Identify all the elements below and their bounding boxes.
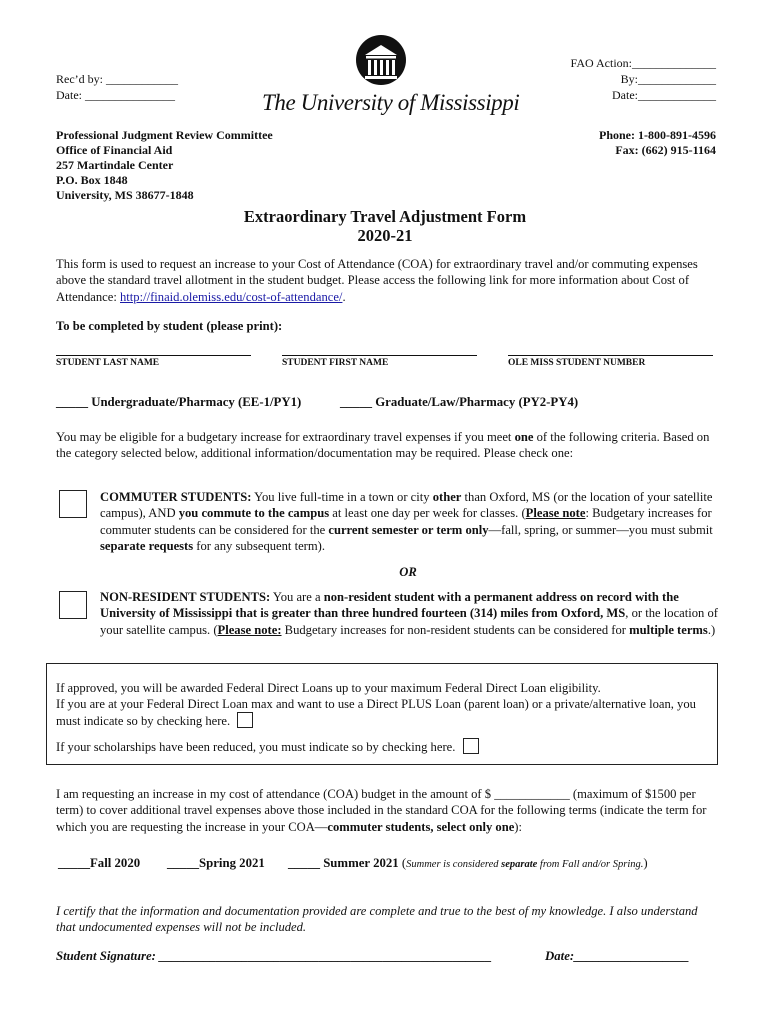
fao-date: Date:_____________ [612, 88, 716, 102]
coa-link[interactable]: http://finaid.olemiss.edu/cost-of-attendance/ [120, 289, 343, 304]
commuter-checkbox[interactable] [59, 490, 87, 518]
address-box: P.O. Box 1848 [56, 173, 128, 187]
term-summer[interactable]: _____ Summer 2021 (Summer is considered separate from Fall and/or Spring.) [288, 856, 648, 870]
or-divider: OR [399, 565, 417, 579]
received-by: Rec’d by: ____________ [56, 72, 178, 86]
student-section-heading: To be completed by student (please print): [56, 319, 283, 333]
form-year: 2020-21 [357, 226, 413, 245]
nonresident-checkbox[interactable] [59, 591, 87, 619]
grad-option[interactable]: _____ Graduate/Law/Pharmacy (PY2-PY4) [340, 395, 579, 409]
student-number-label: OLE MISS STUDENT NUMBER [508, 358, 646, 368]
loans-line-3: If your scholarships have been reduced, you must indicate so by checking here. [56, 738, 711, 755]
nonresident-paragraph: NON-RESIDENT STUDENTS: You are a non-resident student with a permanent address on record with the University of Mississippi that is greater than three hundred fourteen (314) miles from Oxford, MS, or the location of your satellite campus. (Please note: Budgetary increases for non-resident students can be considered for multiple terms.) [100, 590, 718, 637]
last-name-label: STUDENT LAST NAME [56, 358, 160, 368]
form-title: Extraordinary Travel Adjustment Form [243, 207, 527, 226]
undergrad-option[interactable]: _____ Undergraduate/Pharmacy (EE-1/PY1) [56, 395, 302, 409]
commuter-paragraph: COMMUTER STUDENTS: You live full-time in a town or city other than Oxford, MS (or the location of your satellite campus), AND you commute to the campus at least one day per week for classes. (Please note: Budgetary increases for commuter students can be considered for the current semester or term only—fall, spring, or summer—you must submit separate requests for any subsequent term). [100, 490, 713, 553]
address-office: Office of Financial Aid [56, 143, 173, 157]
loans-line-1: If approved, you will be awarded Federal Direct Loans up to your maximum Federal Direct Loan eligibility. [56, 681, 601, 695]
signature-line[interactable]: Student Signature: ____________________________________________________ [56, 949, 492, 963]
university-name: The University of Mississippi [262, 90, 520, 115]
scholarship-checkbox[interactable] [463, 738, 479, 754]
first-name-line[interactable] [282, 355, 477, 356]
fax: Fax: (662) 915-1164 [615, 143, 716, 157]
signature-date[interactable]: Date:__________________ [545, 949, 690, 963]
term-fall[interactable]: _____Fall 2020 [58, 856, 141, 870]
phone: Phone: 1-800-891-4596 [599, 128, 716, 142]
request-paragraph: I am requesting an increase in my cost of attendance (COA) budget in the amount of $ ____________ (maximum of $1500 per term) to cover additional travel expenses above those included in the standard COA for the following terms (indicate the term for which you are requesting the increase in your COA—commuter students, select only one): [56, 787, 707, 834]
certification: I certify that the information and documentation provided are complete and true to the best of my knowledge. I also understand that undocumented expenses will not be included. [56, 904, 698, 935]
fao-by: By:_____________ [620, 72, 716, 86]
plus-loan-checkbox[interactable] [237, 712, 253, 728]
term-spring[interactable]: _____Spring 2021 [167, 856, 265, 870]
student-number-line[interactable] [508, 355, 713, 356]
address-center: 257 Martindale Center [56, 158, 174, 172]
address-committee: Professional Judgment Review Committee [56, 128, 273, 142]
first-name-label: STUDENT FIRST NAME [282, 358, 389, 368]
intro-paragraph: This form is used to request an increase to your Cost of Attendance (COA) for extraordinary travel and/or commuting expenses above the standard travel allotment in the student budget. Please access the following link for more information about Cost of Attendance: http://finaid.olemiss.edu/cost-of-attendance/. [56, 257, 698, 304]
received-date: Date: _______________ [56, 88, 175, 102]
university-logo [355, 33, 407, 93]
loans-line-2: If you are at your Federal Direct Loan max and want to use a Direct PLUS Loan (parent loan) or a private/alternative loan, you must indicate so by checking here. [56, 697, 696, 729]
last-name-line[interactable] [56, 355, 251, 356]
address-city: University, MS 38677-1848 [56, 188, 194, 202]
fao-action: FAO Action:______________ [570, 56, 716, 70]
eligibility-paragraph: You may be eligible for a budgetary increase for extraordinary travel expenses if you meet one of the following criteria. Based on the category selected below, additional information/documentation may be required. Please check one: [56, 430, 710, 461]
